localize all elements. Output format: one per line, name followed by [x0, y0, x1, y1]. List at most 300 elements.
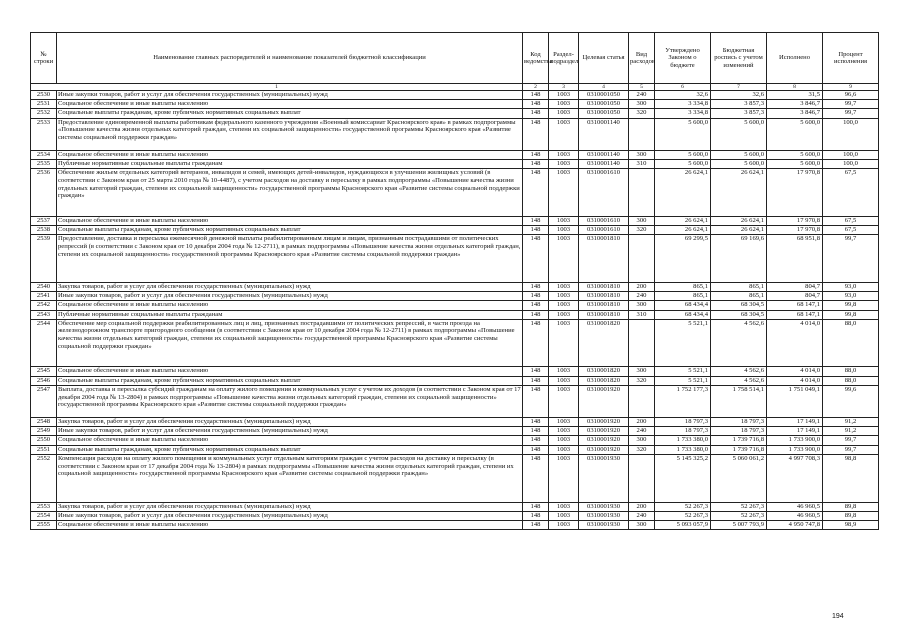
- section-cell: 1003: [549, 454, 579, 502]
- expense-type-cell: 200: [629, 502, 655, 511]
- department-code-cell: 148: [523, 445, 549, 454]
- expense-type-cell: 300: [629, 301, 655, 310]
- table-row: [31, 445, 879, 454]
- target-article-cell: 0310001050: [579, 109, 629, 118]
- table-row: [31, 109, 879, 118]
- department-code-cell: 148: [523, 100, 549, 109]
- approved-cell: 32,6: [655, 91, 711, 100]
- department-code-cell: 148: [523, 520, 549, 529]
- row-name-cell: Закупка товаров, работ и услуг для обеспечения государственных (муниципальных) нужд: [57, 282, 523, 291]
- row-number-cell: 2533: [31, 118, 57, 150]
- target-article-cell: 0310001920: [579, 436, 629, 445]
- column-number: 8: [767, 84, 823, 91]
- table-row: [31, 520, 879, 529]
- budget-schedule-cell: 5 600,0: [711, 160, 767, 169]
- budget-schedule-cell: 5 600,0: [711, 150, 767, 159]
- executed-cell: 5 600,0: [767, 118, 823, 150]
- table-row: [31, 226, 879, 235]
- table-row: [31, 310, 879, 319]
- percent-cell: 98,8: [823, 454, 879, 502]
- row-name-cell: Социальное обеспечение и иные выплаты населению: [57, 520, 523, 529]
- section-cell: 1003: [549, 436, 579, 445]
- target-article-cell: 0310001930: [579, 502, 629, 511]
- budget-schedule-cell: 5 060 061,2: [711, 454, 767, 502]
- approved-cell: 3 334,8: [655, 100, 711, 109]
- table-row: [31, 385, 879, 417]
- approved-cell: 3 334,8: [655, 109, 711, 118]
- percent-cell: 99,7: [823, 445, 879, 454]
- department-code-cell: 148: [523, 169, 549, 217]
- expense-type-cell: 300: [629, 216, 655, 225]
- percent-cell: 89,8: [823, 511, 879, 520]
- executed-cell: 17 970,8: [767, 226, 823, 235]
- table-row: [31, 235, 879, 283]
- row-number-cell: 2546: [31, 376, 57, 385]
- row-number-cell: 2549: [31, 427, 57, 436]
- budget-schedule-cell: 52 267,3: [711, 511, 767, 520]
- target-article-cell: 0310001610: [579, 226, 629, 235]
- expense-type-cell: 320: [629, 226, 655, 235]
- department-code-cell: 148: [523, 301, 549, 310]
- row-name-cell: Иные закупки товаров, работ и услуг для обеспечения государственных (муниципальных) нужд: [57, 427, 523, 436]
- section-cell: 1003: [549, 301, 579, 310]
- approved-cell: 5 093 057,9: [655, 520, 711, 529]
- target-article-cell: 0310001810: [579, 282, 629, 291]
- page-number: 194: [832, 613, 844, 620]
- percent-cell: 99,7: [823, 109, 879, 118]
- expense-type-cell: 320: [629, 445, 655, 454]
- approved-cell: 5 521,1: [655, 376, 711, 385]
- target-article-cell: 0310001820: [579, 367, 629, 376]
- department-code-cell: 148: [523, 216, 549, 225]
- section-cell: 1003: [549, 169, 579, 217]
- row-number-cell: 2538: [31, 226, 57, 235]
- approved-cell: 5 600,0: [655, 160, 711, 169]
- budget-schedule-cell: 1 758 514,1: [711, 385, 767, 417]
- section-cell: 1003: [549, 216, 579, 225]
- header-percent: Процент исполнения: [823, 33, 879, 84]
- target-article-cell: 0310001920: [579, 385, 629, 417]
- row-name-cell: Социальное обеспечение и иные выплаты населению: [57, 367, 523, 376]
- budget-schedule-cell: 4 562,6: [711, 367, 767, 376]
- target-article-cell: 0310001610: [579, 216, 629, 225]
- executed-cell: 17 149,1: [767, 418, 823, 427]
- target-article-cell: 0310001140: [579, 150, 629, 159]
- percent-cell: 93,0: [823, 282, 879, 291]
- department-code-cell: 148: [523, 292, 549, 301]
- budget-execution-sheet: [30, 32, 878, 530]
- budget-schedule-cell: 52 267,3: [711, 502, 767, 511]
- column-number: 7: [711, 84, 767, 91]
- expense-type-cell: 240: [629, 292, 655, 301]
- table-row: [31, 216, 879, 225]
- section-cell: 1003: [549, 319, 579, 367]
- approved-cell: 5 600,0: [655, 118, 711, 150]
- expense-type-cell: 310: [629, 310, 655, 319]
- header-section: Раздел-подраздел: [549, 33, 579, 84]
- approved-cell: 52 267,3: [655, 502, 711, 511]
- header-row-number: № строки: [31, 33, 57, 84]
- row-name-cell: Закупка товаров, работ и услуг для обеспечения государственных (муниципальных) нужд: [57, 502, 523, 511]
- percent-cell: 99,7: [823, 436, 879, 445]
- row-number-cell: 2551: [31, 445, 57, 454]
- percent-cell: 99,8: [823, 310, 879, 319]
- department-code-cell: 148: [523, 310, 549, 319]
- target-article-cell: 0310001930: [579, 454, 629, 502]
- percent-cell: 88,0: [823, 319, 879, 367]
- executed-cell: 46 960,5: [767, 502, 823, 511]
- target-article-cell: 0310001050: [579, 91, 629, 100]
- target-article-cell: 0310001810: [579, 292, 629, 301]
- row-number-cell: 2532: [31, 109, 57, 118]
- budget-schedule-cell: 865,1: [711, 292, 767, 301]
- row-name-cell: Предоставление единовременной выплаты работникам федерального казенного учреждения «Военный комиссариат Красноярского края» в рамках подпрограммы «Повышение качества жизни отдельных категорий граждан, степени их социальной защищенности» государственной программы Красноярского края «Развитие системы социальной поддержки граждан»: [57, 118, 523, 150]
- row-number-cell: 2548: [31, 418, 57, 427]
- expense-type-cell: 240: [629, 511, 655, 520]
- expense-type-cell: 200: [629, 418, 655, 427]
- executed-cell: 1 733 900,0: [767, 445, 823, 454]
- table-row: [31, 292, 879, 301]
- row-number-cell: 2550: [31, 436, 57, 445]
- percent-cell: 100,0: [823, 150, 879, 159]
- table-row: [31, 118, 879, 150]
- budget-schedule-cell: 865,1: [711, 282, 767, 291]
- row-number-cell: 2537: [31, 216, 57, 225]
- executed-cell: 31,5: [767, 91, 823, 100]
- column-number: 1: [31, 84, 523, 91]
- column-number: 9: [823, 84, 879, 91]
- expense-type-cell: 300: [629, 100, 655, 109]
- executed-cell: 4 014,0: [767, 376, 823, 385]
- row-name-cell: Социальные выплаты гражданам, кроме публичных нормативных социальных выплат: [57, 376, 523, 385]
- executed-cell: 4 997 708,3: [767, 454, 823, 502]
- percent-cell: 100,0: [823, 118, 879, 150]
- row-name-cell: Предоставление, доставка и пересылка ежемесячной денежной выплаты реабилитированным лицам и лицам, признанным пострадавшими от политических репрессий (в соответствии с Законом края от 10 декабря 2004 года № 12-2711), в рамках подпрограммы «Повышение качества жизни отдельных категорий граждан, степени их социальной защищенности» государственной программы Красноярского края «Развитие системы социальной поддержки граждан»: [57, 235, 523, 283]
- executed-cell: 3 846,7: [767, 109, 823, 118]
- row-number-cell: 2547: [31, 385, 57, 417]
- approved-cell: 26 624,1: [655, 169, 711, 217]
- row-name-cell: Иные закупки товаров, работ и услуг для обеспечения государственных (муниципальных) нужд: [57, 91, 523, 100]
- expense-type-cell: [629, 454, 655, 502]
- section-cell: 1003: [549, 310, 579, 319]
- budget-schedule-cell: 32,6: [711, 91, 767, 100]
- row-name-cell: Социальное обеспечение и иные выплаты населению: [57, 216, 523, 225]
- department-code-cell: 148: [523, 235, 549, 283]
- executed-cell: 5 600,0: [767, 160, 823, 169]
- approved-cell: 5 521,1: [655, 367, 711, 376]
- target-article-cell: 0310001810: [579, 301, 629, 310]
- header-expense-type: Вид расходов: [629, 33, 655, 84]
- table-row: [31, 160, 879, 169]
- row-name-cell: Социальное обеспечение и иные выплаты населению: [57, 436, 523, 445]
- approved-cell: 5 521,1: [655, 319, 711, 367]
- target-article-cell: 0310001810: [579, 310, 629, 319]
- table-row: [31, 502, 879, 511]
- section-cell: 1003: [549, 160, 579, 169]
- executed-cell: 4 014,0: [767, 319, 823, 367]
- executed-cell: 3 846,7: [767, 100, 823, 109]
- table-row: [31, 301, 879, 310]
- expense-type-cell: [629, 385, 655, 417]
- budget-schedule-cell: 69 169,6: [711, 235, 767, 283]
- header-name: Наименование главных распорядителей и наименование показателей бюджетной классификации: [57, 33, 523, 84]
- percent-cell: 98,9: [823, 520, 879, 529]
- row-number-cell: 2536: [31, 169, 57, 217]
- percent-cell: 91,2: [823, 427, 879, 436]
- budget-schedule-cell: 5 007 793,9: [711, 520, 767, 529]
- expense-type-cell: 300: [629, 436, 655, 445]
- expense-type-cell: 300: [629, 150, 655, 159]
- header-budget-schedule: Бюджетная роспись с учетом изменений: [711, 33, 767, 84]
- percent-cell: 93,0: [823, 292, 879, 301]
- percent-cell: 88,0: [823, 367, 879, 376]
- approved-cell: 5 145 325,2: [655, 454, 711, 502]
- target-article-cell: 0310001920: [579, 418, 629, 427]
- executed-cell: 804,7: [767, 282, 823, 291]
- row-name-cell: Социальные выплаты гражданам, кроме публичных нормативных социальных выплат: [57, 226, 523, 235]
- department-code-cell: 148: [523, 319, 549, 367]
- table-row: [31, 376, 879, 385]
- percent-cell: 99,7: [823, 100, 879, 109]
- budget-schedule-cell: 26 624,1: [711, 226, 767, 235]
- percent-cell: 67,5: [823, 169, 879, 217]
- section-cell: 1003: [549, 100, 579, 109]
- section-cell: 1003: [549, 385, 579, 417]
- target-article-cell: 0310001050: [579, 100, 629, 109]
- section-cell: 1003: [549, 418, 579, 427]
- department-code-cell: 148: [523, 376, 549, 385]
- percent-cell: 67,5: [823, 216, 879, 225]
- budget-schedule-cell: 68 304,5: [711, 310, 767, 319]
- department-code-cell: 148: [523, 160, 549, 169]
- expense-type-cell: 320: [629, 109, 655, 118]
- executed-cell: 17 970,8: [767, 216, 823, 225]
- expense-type-cell: [629, 118, 655, 150]
- department-code-cell: 148: [523, 511, 549, 520]
- row-name-cell: Иные закупки товаров, работ и услуг для обеспечения государственных (муниципальных) нужд: [57, 292, 523, 301]
- executed-cell: 68 951,8: [767, 235, 823, 283]
- column-number: 5: [629, 84, 655, 91]
- expense-type-cell: [629, 169, 655, 217]
- row-name-cell: Обеспечение жильем отдельных категорий ветеранов, инвалидов и семей, имеющих детей-инвалидов, нуждающихся в улучшении жилищных условий (в соответствии с Законом края от 25 марта 2010 года № 10-4487), с учетом расходов на доставку и пересылку в рамках подпрограммы «Повышение качества жизни отдельных категорий граждан, степени их социальной защищенности» государственной программы Красноярского края «Развитие системы социальной поддержки граждан»: [57, 169, 523, 217]
- target-article-cell: 0310001820: [579, 376, 629, 385]
- percent-cell: 100,0: [823, 160, 879, 169]
- approved-cell: 52 267,3: [655, 511, 711, 520]
- row-name-cell: Социальные выплаты гражданам, кроме публичных нормативных социальных выплат: [57, 445, 523, 454]
- executed-cell: 68 147,1: [767, 310, 823, 319]
- budget-schedule-cell: 5 600,0: [711, 118, 767, 150]
- header-approved: Утверждено Законом о бюджете: [655, 33, 711, 84]
- row-name-cell: Социальное обеспечение и иные выплаты населению: [57, 100, 523, 109]
- department-code-cell: 148: [523, 118, 549, 150]
- row-number-cell: 2534: [31, 150, 57, 159]
- department-code-cell: 148: [523, 418, 549, 427]
- section-cell: 1003: [549, 91, 579, 100]
- table-row: [31, 418, 879, 427]
- section-cell: 1003: [549, 376, 579, 385]
- department-code-cell: 148: [523, 282, 549, 291]
- section-cell: 1003: [549, 502, 579, 511]
- expense-type-cell: 300: [629, 367, 655, 376]
- department-code-cell: 148: [523, 454, 549, 502]
- row-number-cell: 2554: [31, 511, 57, 520]
- budget-schedule-cell: 68 304,5: [711, 301, 767, 310]
- target-article-cell: 0310001930: [579, 520, 629, 529]
- approved-cell: 865,1: [655, 292, 711, 301]
- table-row: [31, 169, 879, 217]
- table-row: [31, 436, 879, 445]
- column-number: 6: [655, 84, 711, 91]
- row-name-cell: Иные закупки товаров, работ и услуг для обеспечения государственных (муниципальных) нужд: [57, 511, 523, 520]
- percent-cell: 88,0: [823, 376, 879, 385]
- row-name-cell: Социальное обеспечение и иные выплаты населению: [57, 150, 523, 159]
- executed-cell: 1 751 049,1: [767, 385, 823, 417]
- department-code-cell: 148: [523, 226, 549, 235]
- department-code-cell: 148: [523, 427, 549, 436]
- row-name-cell: Социальное обеспечение и иные выплаты населению: [57, 301, 523, 310]
- target-article-cell: 0310001810: [579, 235, 629, 283]
- target-article-cell: 0310001920: [579, 427, 629, 436]
- row-name-cell: Выплата, доставка и пересылка субсидий гражданам на оплату жилого помещения и коммунальных услуг с учетом их доходов (в соответствии с Законом края от 17 декабря 2004 года № 13-2804) в рамках подпрограммы «Повышение качества жизни отдельных категорий граждан, степени их социальной защищенности» государственной программы Красноярского края «Развитие системы социальной поддержки граждан»: [57, 385, 523, 417]
- row-number-cell: 2540: [31, 282, 57, 291]
- column-number: 3: [549, 84, 579, 91]
- header-target-article: Целевая статья: [579, 33, 629, 84]
- department-code-cell: 148: [523, 109, 549, 118]
- approved-cell: 1 733 380,0: [655, 436, 711, 445]
- executed-cell: 4 950 747,8: [767, 520, 823, 529]
- executed-cell: 17 149,1: [767, 427, 823, 436]
- section-cell: 1003: [549, 511, 579, 520]
- column-number: 4: [579, 84, 629, 91]
- table-row: [31, 367, 879, 376]
- department-code-cell: 148: [523, 385, 549, 417]
- department-code-cell: 148: [523, 150, 549, 159]
- row-number-cell: 2541: [31, 292, 57, 301]
- department-code-cell: 148: [523, 91, 549, 100]
- section-cell: 1003: [549, 109, 579, 118]
- expense-type-cell: 240: [629, 91, 655, 100]
- department-code-cell: 148: [523, 502, 549, 511]
- section-cell: 1003: [549, 235, 579, 283]
- header-executed: Исполнено: [767, 33, 823, 84]
- budget-schedule-cell: 26 624,1: [711, 169, 767, 217]
- percent-cell: 99,7: [823, 235, 879, 283]
- approved-cell: 865,1: [655, 282, 711, 291]
- column-number-row: [31, 84, 879, 91]
- budget-schedule-cell: 18 797,3: [711, 427, 767, 436]
- expense-type-cell: [629, 235, 655, 283]
- header-row: [31, 33, 879, 84]
- percent-cell: 99,8: [823, 301, 879, 310]
- percent-cell: 67,5: [823, 226, 879, 235]
- budget-schedule-cell: 18 797,3: [711, 418, 767, 427]
- expense-type-cell: 320: [629, 376, 655, 385]
- row-name-cell: Закупка товаров, работ и услуг для обеспечения государственных (муниципальных) нужд: [57, 418, 523, 427]
- budget-schedule-cell: 1 739 716,8: [711, 445, 767, 454]
- budget-schedule-cell: 4 562,6: [711, 319, 767, 367]
- table-row: [31, 454, 879, 502]
- budget-schedule-cell: 3 857,3: [711, 109, 767, 118]
- row-name-cell: Публичные нормативные социальные выплаты гражданам: [57, 160, 523, 169]
- approved-cell: 26 624,1: [655, 216, 711, 225]
- row-number-cell: 2545: [31, 367, 57, 376]
- table-row: [31, 100, 879, 109]
- executed-cell: 17 970,8: [767, 169, 823, 217]
- department-code-cell: 148: [523, 436, 549, 445]
- approved-cell: 5 600,0: [655, 150, 711, 159]
- department-code-cell: 148: [523, 367, 549, 376]
- row-name-cell: Социальные выплаты гражданам, кроме публичных нормативных социальных выплат: [57, 109, 523, 118]
- executed-cell: 46 960,5: [767, 511, 823, 520]
- approved-cell: 26 624,1: [655, 226, 711, 235]
- table-row: [31, 282, 879, 291]
- section-cell: 1003: [549, 520, 579, 529]
- approved-cell: 1 733 380,0: [655, 445, 711, 454]
- budget-schedule-cell: 26 624,1: [711, 216, 767, 225]
- row-name-cell: Обеспечение мер социальной поддержки реабилитированных лиц и лиц, признанных пострадавшими от политических репрессий, в части проезда на железнодорожном транспорте пригородного сообщения (в соответствии с Законом края от 10 декабря 2004 года № 12-2711) в рамках подпрограммы «Повышение качества жизни отдельных категорий граждан, степени их социальной защищенности» государственной программы Красноярского края «Развитие системы социальной поддержки граждан»: [57, 319, 523, 367]
- row-number-cell: 2552: [31, 454, 57, 502]
- row-name-cell: Компенсация расходов на оплату жилого помещения и коммунальных услуг отдельным категориям граждан с учетом расходов на доставку и пересылку (в соответствии с Законом края от 17 декабря 2004 года № 13-2804) в рамках подпрограммы «Повышение качества жизни отдельных категорий граждан, степени их социальной защищенности» государственной программы Красноярского края «Развитие системы социальной поддержки граждан»: [57, 454, 523, 502]
- section-cell: 1003: [549, 118, 579, 150]
- section-cell: 1003: [549, 292, 579, 301]
- row-number-cell: 2543: [31, 310, 57, 319]
- row-number-cell: 2530: [31, 91, 57, 100]
- approved-cell: 18 797,3: [655, 427, 711, 436]
- section-cell: 1003: [549, 150, 579, 159]
- expense-type-cell: 200: [629, 282, 655, 291]
- executed-cell: 5 600,0: [767, 150, 823, 159]
- expense-type-cell: 300: [629, 520, 655, 529]
- row-name-cell: Публичные нормативные социальные выплаты гражданам: [57, 310, 523, 319]
- section-cell: 1003: [549, 226, 579, 235]
- table-row: [31, 150, 879, 159]
- table-row: [31, 511, 879, 520]
- table-body: [31, 91, 879, 530]
- percent-cell: 89,8: [823, 502, 879, 511]
- approved-cell: 68 434,4: [655, 310, 711, 319]
- budget-schedule-cell: 1 739 716,8: [711, 436, 767, 445]
- row-number-cell: 2555: [31, 520, 57, 529]
- column-number: 2: [523, 84, 549, 91]
- target-article-cell: 0310001140: [579, 160, 629, 169]
- header-department-code: Код ведомства: [523, 33, 549, 84]
- expense-type-cell: 240: [629, 427, 655, 436]
- row-number-cell: 2542: [31, 301, 57, 310]
- approved-cell: 18 797,3: [655, 418, 711, 427]
- row-number-cell: 2553: [31, 502, 57, 511]
- executed-cell: 68 147,1: [767, 301, 823, 310]
- percent-cell: 91,2: [823, 418, 879, 427]
- percent-cell: 96,6: [823, 91, 879, 100]
- approved-cell: 68 434,4: [655, 301, 711, 310]
- executed-cell: 1 733 900,0: [767, 436, 823, 445]
- executed-cell: 804,7: [767, 292, 823, 301]
- table-row: [31, 319, 879, 367]
- section-cell: 1003: [549, 445, 579, 454]
- executed-cell: 4 014,0: [767, 367, 823, 376]
- row-number-cell: 2539: [31, 235, 57, 283]
- target-article-cell: 0310001930: [579, 511, 629, 520]
- section-cell: 1003: [549, 367, 579, 376]
- target-article-cell: 0310001140: [579, 118, 629, 150]
- approved-cell: 1 752 177,3: [655, 385, 711, 417]
- expense-type-cell: 310: [629, 160, 655, 169]
- target-article-cell: 0310001610: [579, 169, 629, 217]
- expense-type-cell: [629, 319, 655, 367]
- table-row: [31, 427, 879, 436]
- table-row: [31, 91, 879, 100]
- approved-cell: 69 299,5: [655, 235, 711, 283]
